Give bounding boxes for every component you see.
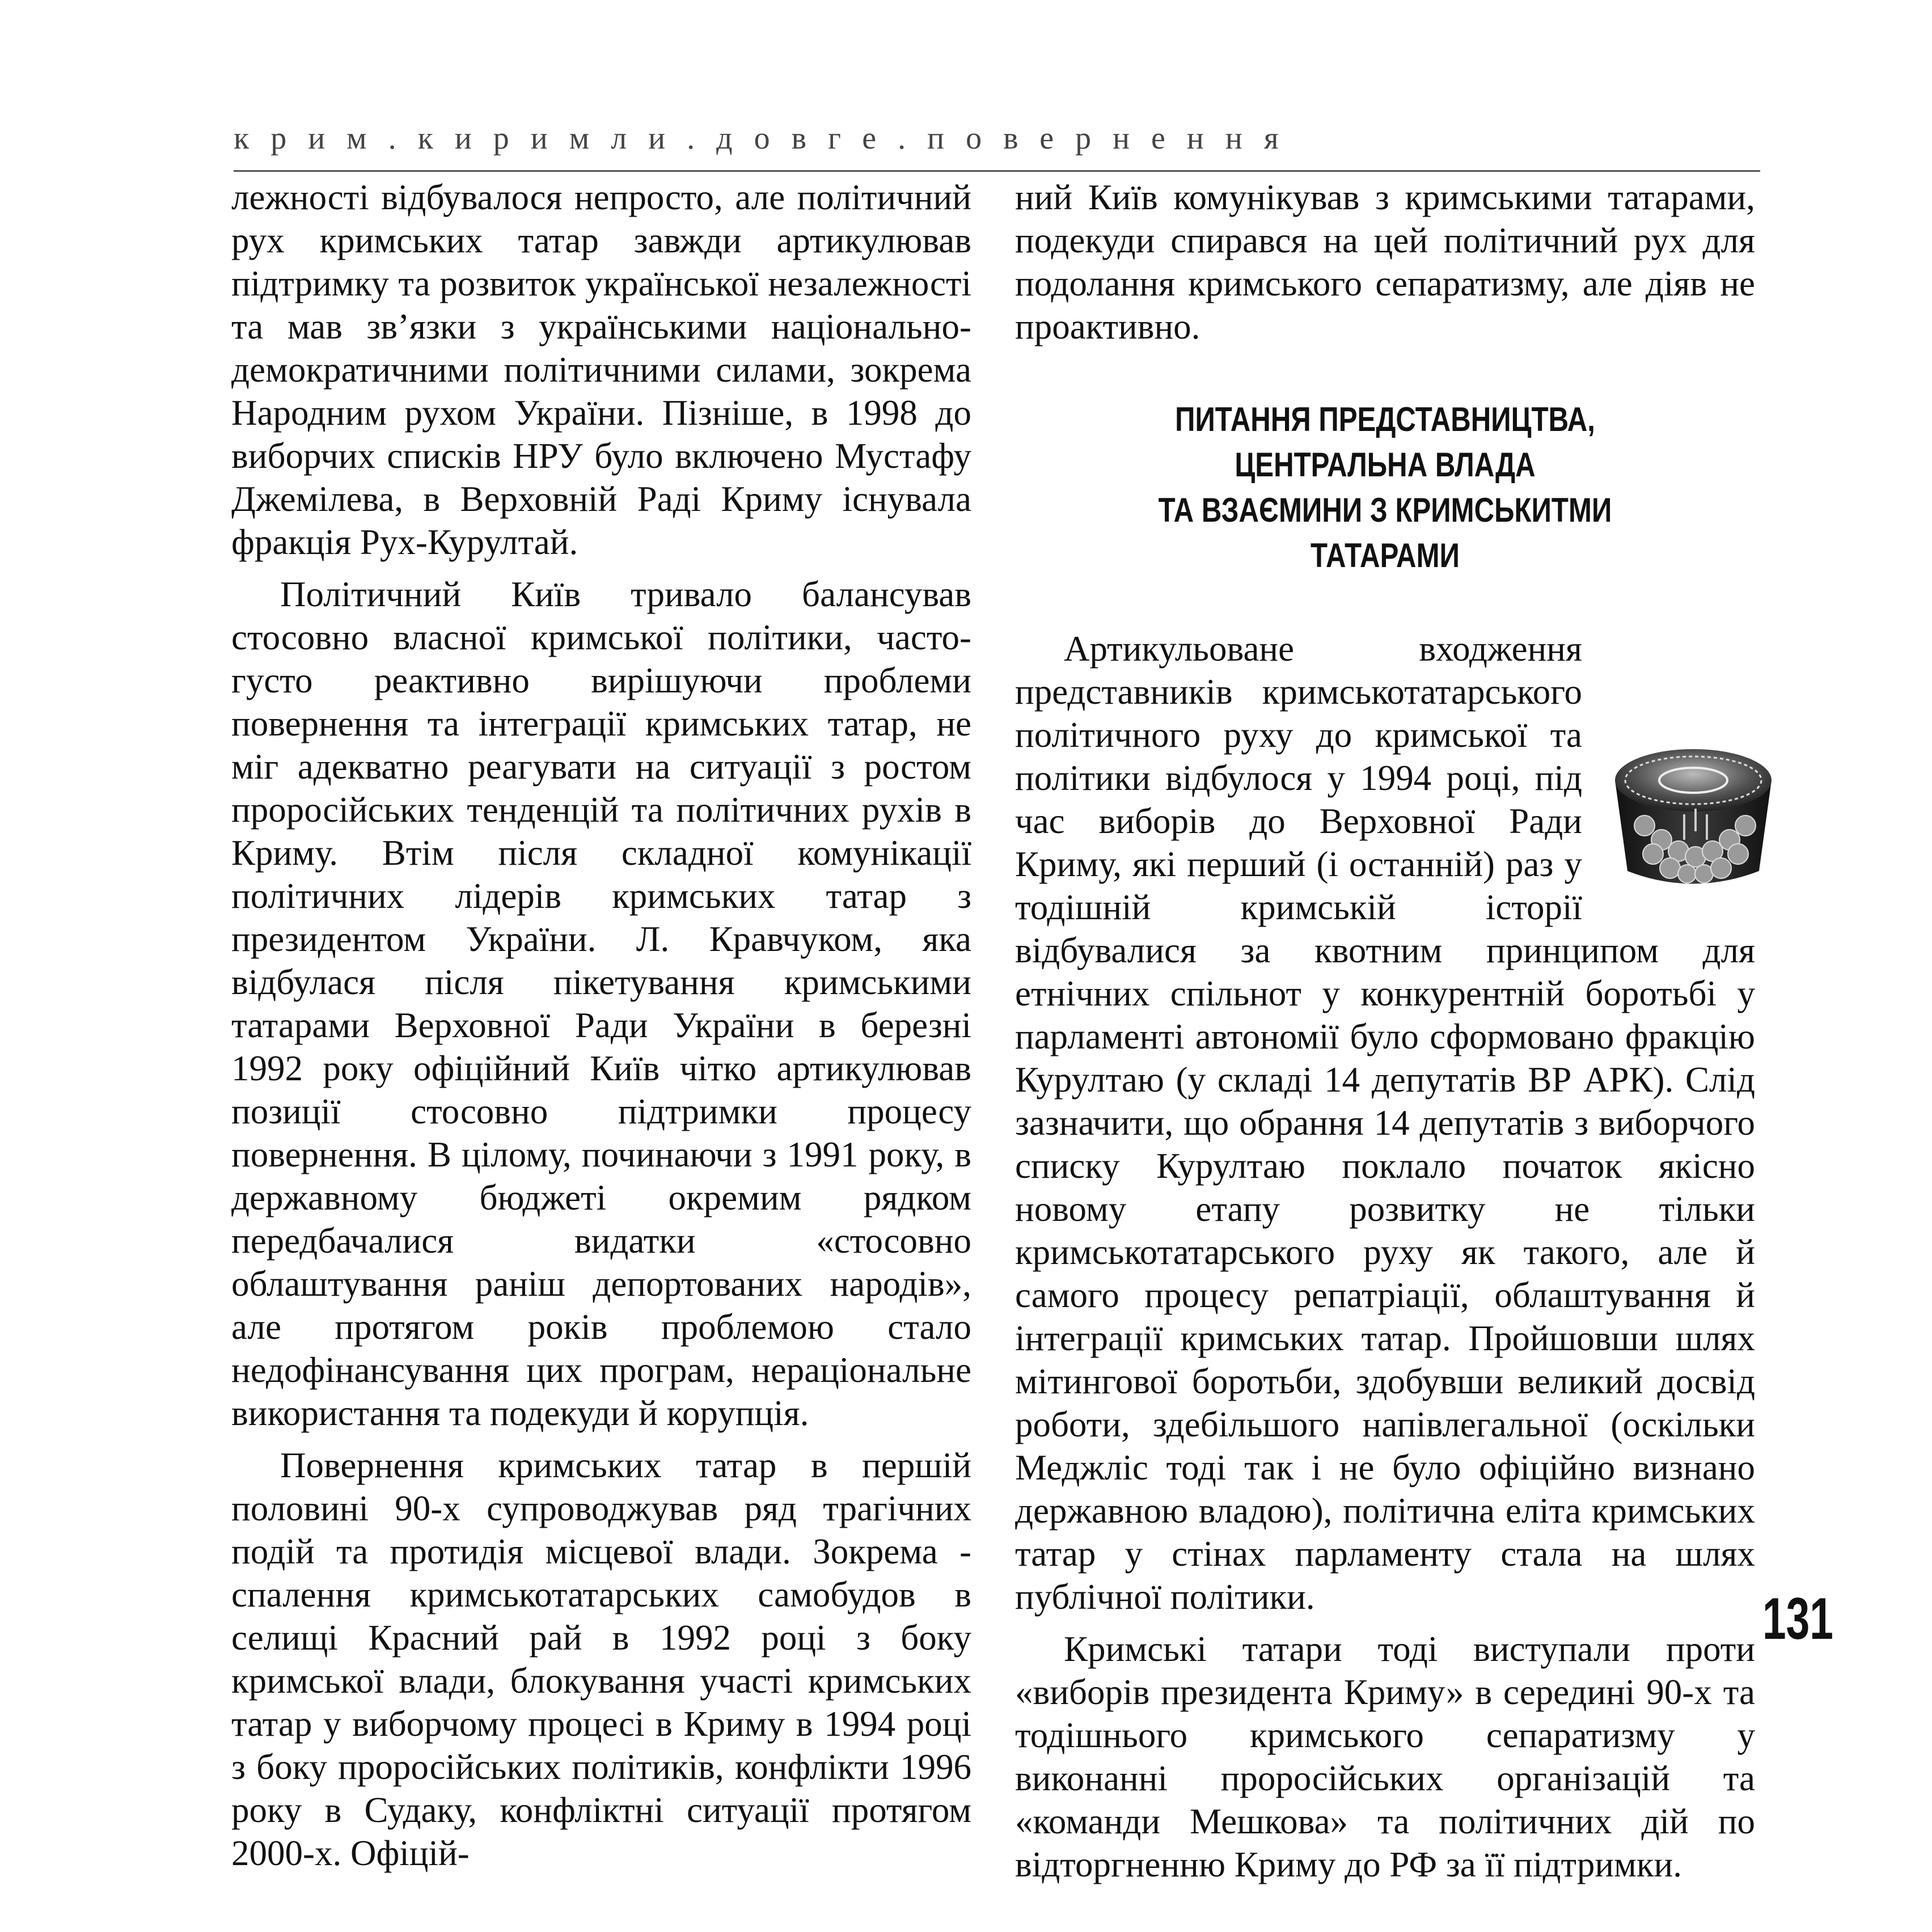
right-paragraph-1 (1015, 627, 1755, 1618)
section-heading-line-1: ПИТАННЯ ПРЕДСТАВНИЦТВА, (1175, 400, 1595, 438)
header-rule (234, 170, 1760, 172)
coin-decorated-hat-icon (1610, 741, 1775, 894)
left-paragraph-2: Політичний Київ тривало балансував стосовно власної кримської політики, часто- густо реактивно вирішуючи проблеми повернення та інтеграції кримських татар, не міг адекватно реагувати на ситуації з ростом проросійських тенденцій та політичних рухів в Криму. Втім після складної комунікації політичних лідерів кримських татар з президентом України. Л. Кравчуком, яка відбулася після пікетування кримськими татарами Верховної Ради України в березні 1992 року офіційний Київ чітко артикулював позиції стосовно підтримки процесу повернення. В цілому, починаючи з 1991 року, в державному бюджеті окремим рядком передбачалися видатки «стосовно облаштування раніш депортованих народів», але протягом років проблемою стало недофінансування цих програм, нераціональне використання та подекуди й корупція. (231, 574, 971, 1433)
left-column (231, 176, 971, 1875)
right-continuation-paragraph: ний Київ комунікував з кримськими татарами, подекуди спирався на цей політичний рух для подолання кримського сепаратизму, але діяв не проактивно. (1015, 177, 1755, 346)
right-column (1015, 176, 1755, 1886)
illustration-float (1593, 627, 1755, 894)
section-heading-line-2: ЦЕНТРАЛЬНА ВЛАДА (1235, 446, 1536, 484)
left-paragraph-3: Повернення кримських татар в першій половині 90-х супроводжував ряд трагічних подій та протидія місцевої влади. Зокрема - спалення кримськотатарських самобудов в селищі Красний рай в 1992 році з боку кримської влади, блокування участі кримських татар у виборчому процесі в Криму в 1994 році з боку проросійських політиків, конфлікти 1996 року в Судаку, конфліктні ситуації протягом 2000-х. Офіцій- (231, 1445, 971, 1873)
page-number: 131 (1762, 1586, 1833, 1652)
right-paragraph-2: Кримські татари тоді виступали проти «виборів президента Криму» в середині 90-х та тодішнього кримського сепаратизму у виконанні проросійських організацій та «команди Мешкова» та політичних дій по відторгненню Криму до РФ за її підтримки. (1015, 1629, 1755, 1884)
section-heading-line-3: ТА ВЗАЄМИНИ З КРИМСЬКИТМИ ТАТАРАМИ (1158, 491, 1612, 574)
running-header: крим.киримли.довге.повернення (234, 121, 1300, 156)
section-heading (1081, 397, 1688, 578)
left-paragraph-1: лежності відбувалося непросто, але політичний рух кримських татар завжди артикулював підтримку та розвиток української незалежності та мав зв’язки з українськими національно-демократичними політичними силами, зокрема Народним рухом України. Пізніше, в 1998 до виборчих списків НРУ було включено Мустафу Джемілева, в Верховній Раді Криму існувала фракція Рух-Курултай. (231, 177, 971, 562)
right-paragraph-1-text: Артикульоване входження представників кримськотатарського політичного руху до кримської та політики відбулося у 1994 році, під час виборів до Верховної Ради Криму, які перший (і останній) раз у тодішній кримській історії відбувалися за квотним принципом для етнічних спільнот у конкурентній боротьбі у парламенті автономії було сформовано фракцію Курултаю (у складі 14 депутатів ВР АРК). Слід зазначити, що обрання 14 депутатів з виборчого списку Курултаю поклало початок якісно новому етапу розвитку не тільки кримськотатарського руху як такого, але й самого процесу репатріації, облаштування й інтеграції кримських татар. Пройшовши шлях мітингової боротьби, здобувши великий досвід роботи, здебільшого напівлегальної (оскільки Меджліс тоді так і не було офіційно визнано державною владою), політична еліта кримських татар у стінах парламенту стала на шлях публічної політики. (1015, 629, 1755, 1617)
